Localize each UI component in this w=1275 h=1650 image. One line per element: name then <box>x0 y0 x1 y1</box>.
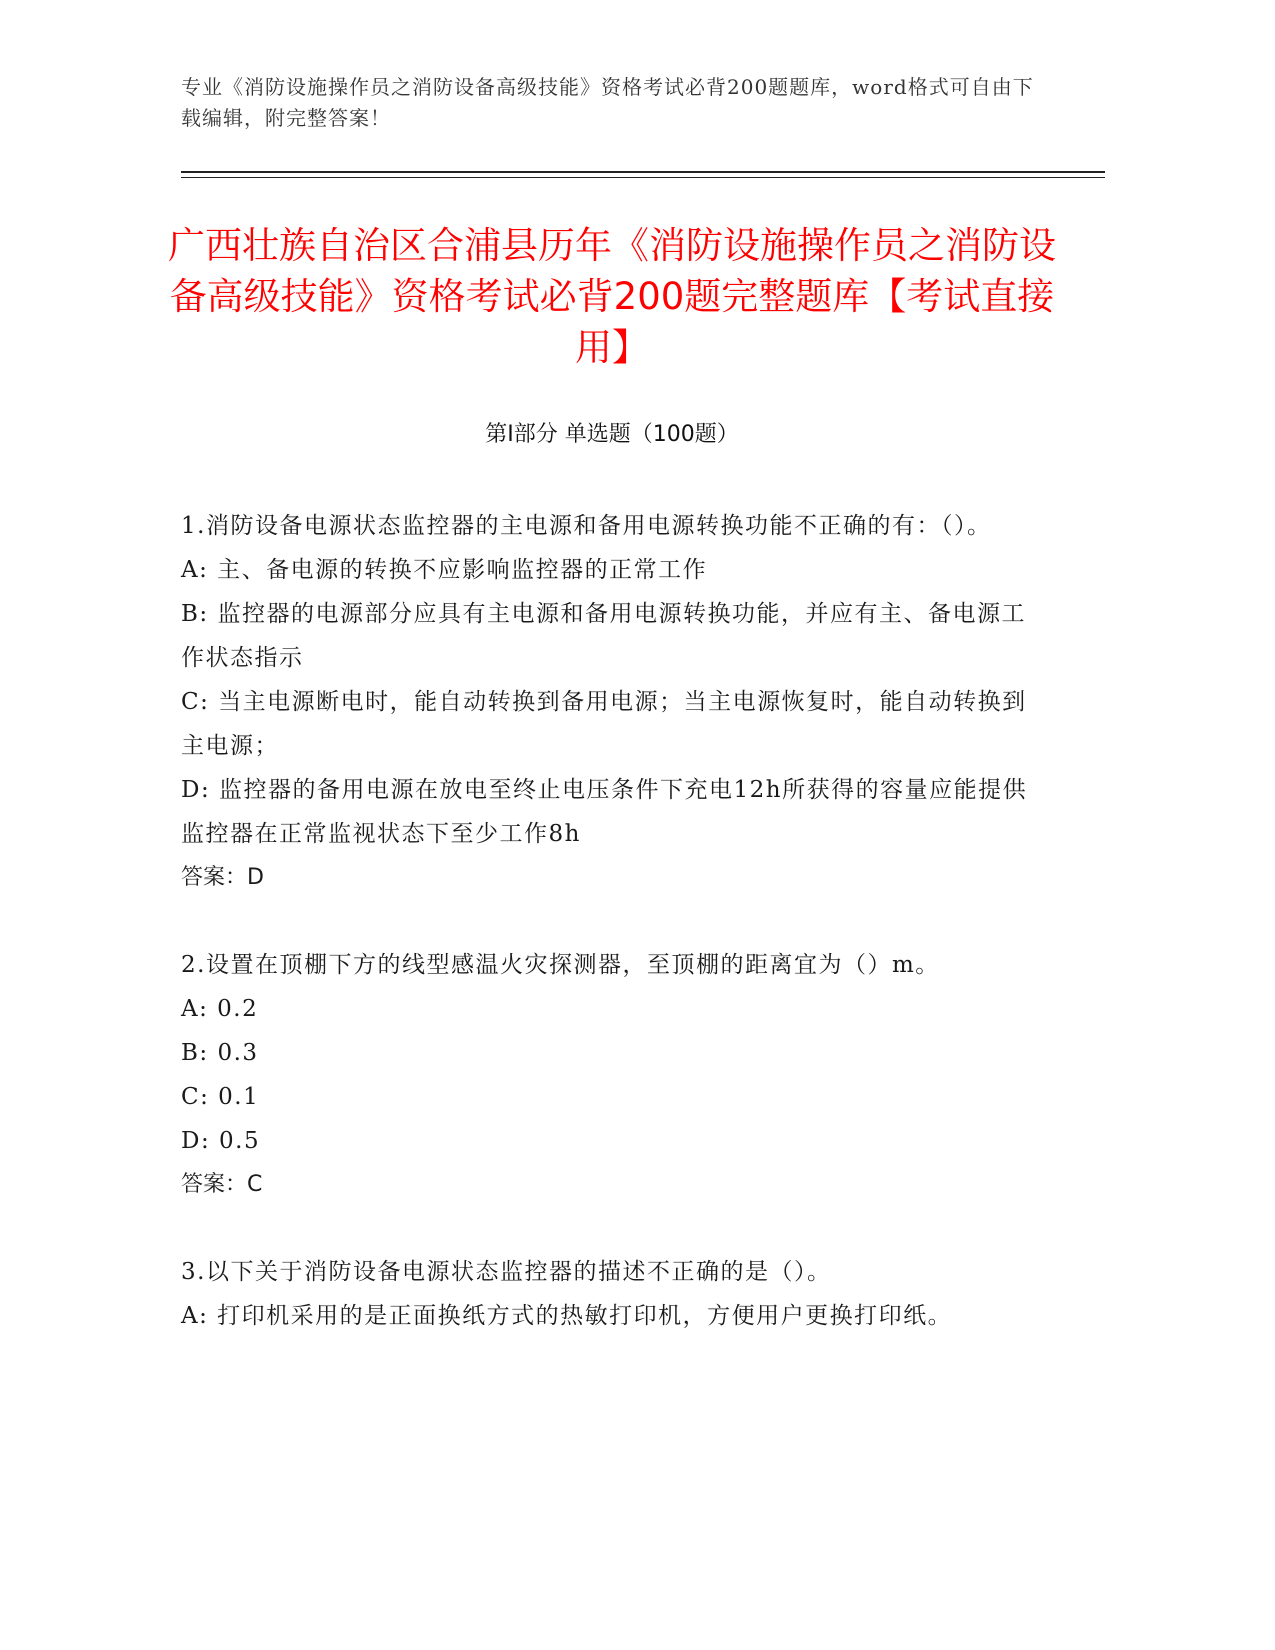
question-list <box>181 504 1031 1381</box>
question-stem: 2.设置在顶棚下方的线型感温火灾探测器，至顶棚的距离宜为（）m。 <box>181 952 940 978</box>
header-note: 专业《消防设施操作员之消防设备高级技能》资格考试必背200题题库，word格式可自由下载编辑，附完整答案！ <box>181 75 1034 130</box>
option-c: C: 0.1 <box>181 1084 260 1110</box>
question-stem: 3.以下关于消防设备电源状态监控器的描述不正确的是（）。 <box>181 1259 832 1285</box>
option-a: A: 0.2 <box>181 996 259 1022</box>
option-b: B: 0.3 <box>181 1040 259 1066</box>
header-divider-thin <box>181 177 1105 178</box>
option-d: D: 监控器的备用电源在放电至终止电压条件下充电12h所获得的容量应能提供监控器在正常监视状态下至少工作8h <box>181 777 1028 847</box>
option-b: B: 监控器的电源部分应具有主电源和备用电源转换功能，并应有主、备电源工作状态指示 <box>181 601 1026 671</box>
document-title: 广西壮族自治区合浦县历年《消防设施操作员之消防设备高级技能》资格考试必背200题完整题库【考试直接用】 <box>168 224 1056 369</box>
question-1 <box>181 504 1031 900</box>
answer-label: 答案：D <box>181 865 264 890</box>
option-a: A: 主、备电源的转换不应影响监控器的正常工作 <box>181 557 708 583</box>
question-2 <box>181 943 1031 1207</box>
option-a: A: 打印机采用的是正面换纸方式的热敏打印机，方便用户更换打印纸。 <box>181 1303 953 1329</box>
section-title: 第I部分 单选题（100题） <box>485 422 739 447</box>
question-3 <box>181 1250 1031 1338</box>
option-c: C: 当主电源断电时，能自动转换到备用电源；当主电源恢复时，能自动转换到主电源； <box>181 689 1027 759</box>
option-d: D: 0.5 <box>181 1128 261 1154</box>
question-stem: 1.消防设备电源状态监控器的主电源和备用电源转换功能不正确的有：（）。 <box>181 513 992 539</box>
header-divider-thick <box>181 171 1105 173</box>
answer-label: 答案：C <box>181 1172 263 1197</box>
